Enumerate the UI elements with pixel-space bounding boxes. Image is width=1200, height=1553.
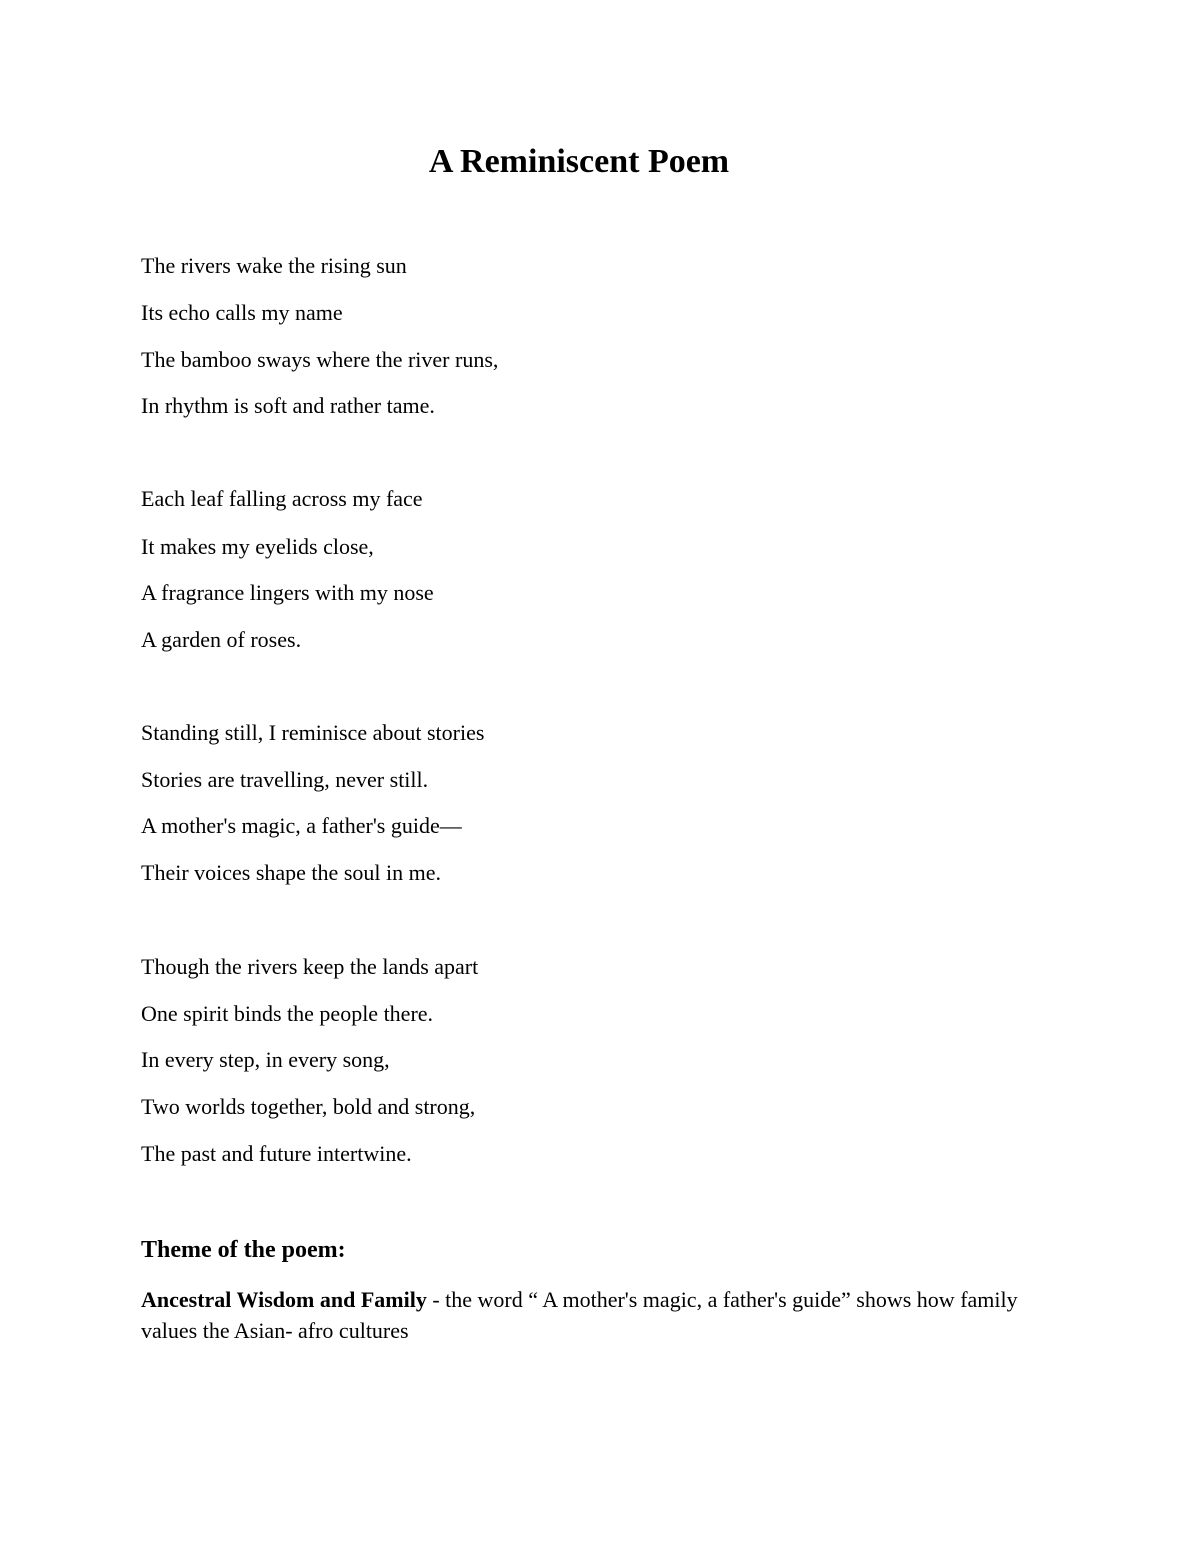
poem-line: Though the rivers keep the lands apart — [141, 954, 479, 979]
poem-line: In rhythm is soft and rather tame. — [141, 393, 435, 418]
poem-line: Its echo calls my name — [141, 300, 343, 325]
poem-line: Stories are travelling, never still. — [141, 767, 429, 792]
poem-line: In every step, in every song, — [141, 1047, 390, 1072]
poem-line: The bamboo sways where the river runs, — [141, 347, 499, 372]
poem-line: The rivers wake the rising sun — [141, 253, 407, 278]
poem-line: Standing still, I reminisce about stories — [141, 720, 485, 745]
theme-heading: Theme of the poem: — [141, 1237, 346, 1263]
poem-line: Each leaf falling across my face — [141, 486, 423, 511]
poem-line: A garden of roses. — [141, 627, 302, 652]
theme-paragraph — [141, 1284, 1041, 1346]
theme-text: - the word “ A mother's magic, a father's guide” shows how family values the Asian- afro cultures — [141, 1287, 1018, 1343]
poem-line: Their voices shape the soul in me. — [141, 860, 441, 885]
poem-line: A fragrance lingers with my nose — [141, 580, 434, 605]
poem-line: One spirit binds the people there. — [141, 1001, 434, 1026]
poem-line: It makes my eyelids close, — [141, 534, 374, 559]
theme-label: Ancestral Wisdom and Family — [141, 1287, 427, 1312]
page-title: A Reminiscent Poem — [428, 143, 730, 180]
poem-line: A mother's magic, a father's guide— — [141, 813, 462, 838]
poem-line: The past and future intertwine. — [141, 1141, 412, 1166]
poem-line: Two worlds together, bold and strong, — [141, 1094, 476, 1119]
